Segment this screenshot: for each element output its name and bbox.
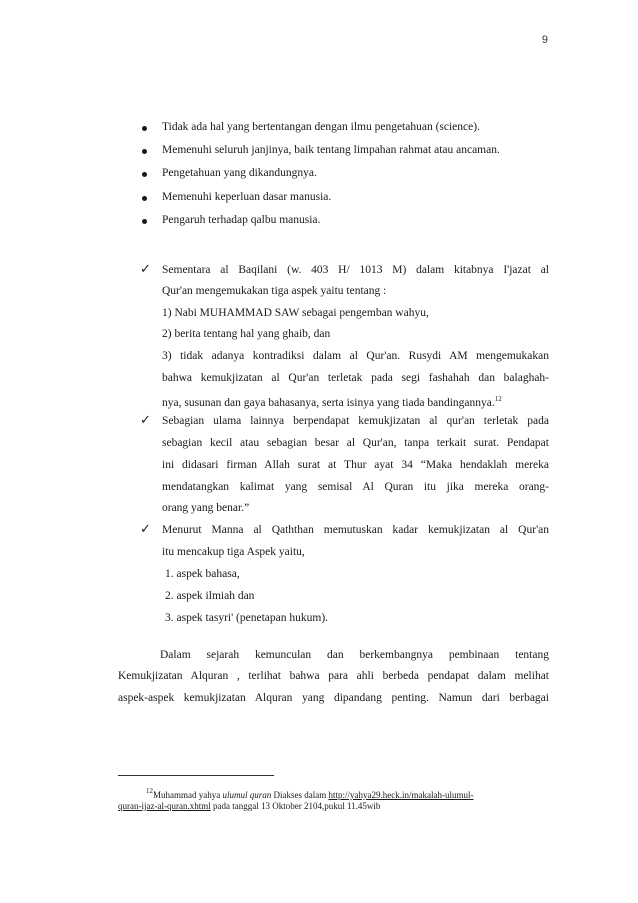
text-line: 2. aspek ilmiah dan: [165, 590, 255, 602]
text-line: 2) berita tentang hal yang ghaib, dan: [162, 328, 331, 340]
text-line: itu mencakup tiga Aspek yaitu,: [162, 546, 305, 558]
text-line: sebagian kecil atau sebagian besar al Qur'an, tanpa terkait surat. Pendapat: [162, 437, 549, 449]
text-line: bahwa kemukjizatan al Qur'an terletak pada segi fashahah dan balaghah-: [162, 372, 549, 384]
text-line: Menurut Manna al Qaththan memutuskan kadar kemukjizatan al Qur'an: [162, 524, 549, 536]
footnote-link[interactable]: quran-ijaz-al-quran.xhtml: [118, 801, 211, 811]
text-line: 1. aspek bahasa,: [165, 568, 240, 580]
checkmark-icon: ✓: [140, 413, 151, 428]
text-line: Sebagian ulama lainnya berpendapat kemukjizatan al qur'an terletak pada: [162, 415, 549, 427]
text-line: Sementara al Baqilani (w. 403 H/ 1013 M) dalam kitabnya I'jazat al: [162, 264, 549, 276]
text-line: ini didasari firman Allah surat at Thur ayat 34 “Maka hendaklah mereka: [162, 459, 549, 471]
page-number: 9: [541, 34, 548, 46]
text-line: 3) tidak adanya kontradiksi dalam al Qur'an. Rusydi AM mengemukakan: [162, 350, 549, 362]
bullet-icon: [142, 149, 147, 154]
footnote-ref: 12: [494, 395, 502, 403]
text-line: orang yang benar.”: [162, 502, 250, 514]
text-line: mendatangkan kalimat yang semisal Al Quran itu jika mereka orang-: [162, 481, 549, 493]
text-line: Kemukjizatan Alquran , terlihat bahwa para ahli berbeda pendapat dalam melihat: [118, 670, 549, 682]
footnote-link[interactable]: http://yahya29.heck.in/makalah-ulumul-: [328, 790, 474, 800]
text-line: 1) Nabi MUHAMMAD SAW sebagai pengemban wahyu,: [162, 307, 429, 319]
footnote-line: $^{12}$Muhammad yahya ulumul quran Diakses dalam http://yahya29.heck.in/makalah-ulumul-: [146, 787, 474, 800]
footnote-line: quran-ijaz-al-quran.xhtml pada tanggal 13 Oktober 2104,pukul 11.45wib: [118, 801, 381, 811]
text-line: Dalam sejarah kemunculan dan berkembangnya pembinaan tentang: [160, 649, 549, 661]
checkmark-icon: ✓: [140, 522, 151, 537]
bullet-icon: [142, 196, 147, 201]
text-line: nya, susunan dan gaya bahasanya, serta isinya yang tiada bandingannya.$^{12}$: [162, 395, 502, 409]
text-line: aspek-aspek kemukjizatan Alquran yang dipandang penting. Namun dari berbagai: [118, 692, 549, 704]
footnote-divider: [118, 775, 274, 776]
bullet-icon: [142, 219, 147, 224]
text-line: Qur'an mengemukakan tiga aspek yaitu tentang :: [162, 285, 387, 297]
checkmark-icon: ✓: [140, 262, 151, 277]
text-line: 3. aspek tasyri' (penetapan hukum).: [165, 612, 329, 624]
bullet-icon: [142, 126, 147, 131]
bullet-icon: [142, 172, 147, 177]
footnote-title: ulumul quran: [222, 790, 272, 800]
footnote-number: 12: [146, 787, 153, 795]
